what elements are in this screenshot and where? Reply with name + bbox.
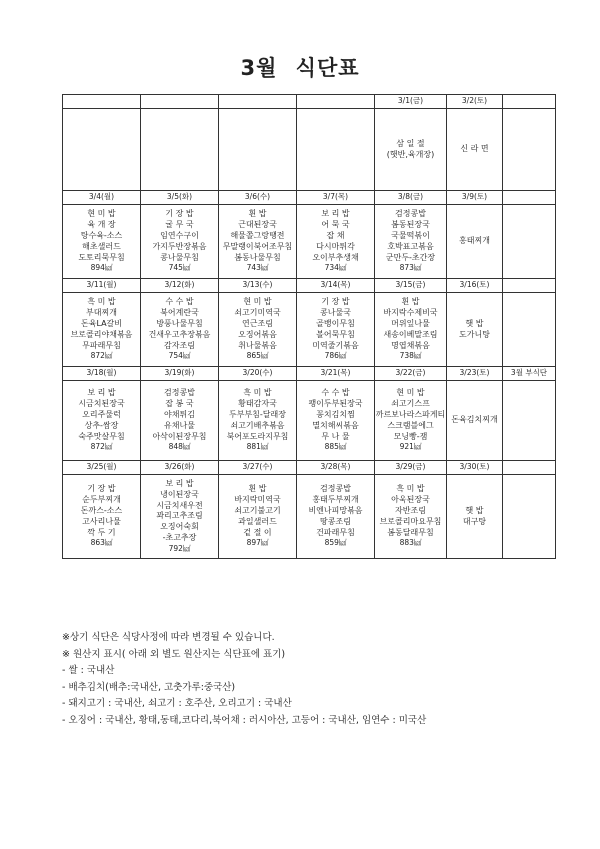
meal-cell [141, 381, 219, 461]
meal-cell [375, 293, 447, 367]
page-title: 3월 식단표 [240, 56, 360, 80]
menu-item: 북어계란국 [160, 308, 199, 318]
notes-section [62, 630, 582, 729]
menu-item: 겉 절 이 [243, 527, 272, 537]
menu-item: 건새우고추장볶음 [148, 329, 211, 339]
menu-item: 두부부침-달래장 [229, 410, 286, 420]
menu-item: 오이부추생채 [312, 252, 359, 262]
menu-item: 숙주맛살무침 [78, 431, 125, 441]
meal-row [63, 475, 556, 559]
menu-item: 잡 채 [326, 231, 345, 241]
meal-cell [141, 293, 219, 367]
menu-item: 기 장 밥 [321, 297, 350, 307]
calorie-text: 738㎉ [399, 351, 422, 361]
menu-item: 아욱된장국 [391, 495, 430, 505]
meal-cell [447, 475, 503, 559]
side-cell [503, 109, 556, 191]
meal-cell [447, 293, 503, 367]
menu-item: 무 나 물 [321, 431, 350, 441]
menu-item: 쇠고기배추볶음 [230, 420, 285, 430]
menu-item: 부대찌개 [86, 308, 117, 318]
menu-item: 봄동된장국 [391, 220, 430, 230]
calorie-text: 743㎉ [246, 263, 269, 273]
menu-item: 군만두-초간장 [385, 252, 436, 262]
calorie-text: 848㎉ [168, 442, 191, 452]
menu-item: 아삭이된장무침 [152, 431, 207, 441]
menu-item: 흑 미 밥 [243, 388, 272, 398]
meal-cell [219, 381, 297, 461]
menu-item: 햇 밥 [465, 318, 484, 328]
date-cell [63, 95, 141, 109]
menu-item: 머위잎나물 [391, 319, 430, 329]
date-cell: 3/1(금) [375, 95, 447, 109]
meal-cell [63, 475, 141, 559]
calorie-text: 734㎉ [324, 263, 347, 273]
meal-cell [375, 381, 447, 461]
calorie-text: 754㎉ [168, 351, 191, 361]
date-cell: 3/9(토) [447, 191, 503, 205]
menu-item: 현 미 밥 [396, 388, 425, 398]
menu-item: 감자조림 [164, 340, 195, 350]
date-row [63, 461, 556, 475]
menu-item: 해초샐러드 [82, 241, 121, 251]
menu-item: -초고추장 [162, 533, 197, 543]
meal-cell [447, 205, 503, 279]
meal-cell [375, 109, 447, 191]
menu-item: 검정콩밥 [320, 484, 351, 494]
date-cell: 3/15(금) [375, 279, 447, 293]
side-cell [503, 293, 556, 367]
date-cell: 3/22(금) [375, 367, 447, 381]
menu-item: 육 개 장 [87, 220, 116, 230]
date-cell: 3/27(수) [219, 461, 297, 475]
side-cell [503, 475, 556, 559]
calorie-text: 745㎉ [168, 263, 191, 273]
menu-item: 보 리 밥 [87, 388, 116, 398]
menu-item: 대구탕 [462, 516, 487, 526]
menu-item: 명엽채볶음 [391, 340, 430, 350]
meal-cell [219, 109, 297, 191]
meal-cell [375, 475, 447, 559]
date-row [63, 95, 556, 109]
date-cell: 3/7(목) [297, 191, 375, 205]
meal-cell [141, 475, 219, 559]
menu-item: 도토리묵무침 [78, 252, 125, 262]
menu-item: 무파래무침 [82, 340, 121, 350]
menu-item: 쇠고기미역국 [234, 308, 281, 318]
menu-item: 순두부찌개 [82, 495, 121, 505]
menu-item: 멸치해씨볶음 [312, 420, 359, 430]
date-row [63, 191, 556, 205]
menu-item: 수 수 밥 [321, 388, 350, 398]
menu-item: 취나물볶음 [238, 340, 277, 350]
menu-item: 가지두반장볶음 [152, 241, 207, 251]
date-cell: 3/23(토) [447, 367, 503, 381]
meal-cell [297, 205, 375, 279]
menu-item: 콩나물국 [320, 308, 351, 318]
calorie-text: 859㎉ [324, 538, 347, 548]
menu-item: 검정콩밥 [395, 209, 426, 219]
side-cell [503, 191, 556, 205]
menu-item: 유채나물 [164, 420, 195, 430]
date-cell: 3/21(목) [297, 367, 375, 381]
menu-item: 기 장 밥 [165, 209, 194, 219]
meal-cell [375, 205, 447, 279]
menu-item: 홍태찌개 [459, 236, 490, 246]
meal-cell [219, 475, 297, 559]
menu-item: 볼어묵무침 [316, 329, 355, 339]
meal-cell [141, 109, 219, 191]
menu-item: 흰 밥 [248, 484, 267, 494]
menu-item: 오징어볶음 [238, 329, 277, 339]
menu-item: 근대된장국 [238, 220, 277, 230]
menu-item: 비엔나피망볶음 [308, 506, 363, 516]
side-cell [503, 279, 556, 293]
date-cell: 3/4(월) [63, 191, 141, 205]
menu-item: 해물쫄그랑땡전 [230, 231, 285, 241]
menu-item: 호박표고볶음 [387, 241, 434, 251]
meal-cell [219, 205, 297, 279]
calorie-text: 786㎉ [324, 351, 347, 361]
date-cell [297, 95, 375, 109]
calorie-text: 872㎉ [90, 351, 113, 361]
menu-item: 오징어숙회 [160, 522, 199, 532]
menu-item: 흑 미 밥 [87, 297, 116, 307]
calorie-text: 872㎉ [90, 442, 113, 452]
menu-item: 쇠고기스프 [391, 399, 430, 409]
meal-row [63, 381, 556, 461]
calorie-text: 894㎉ [90, 263, 113, 273]
menu-item: 흰 밥 [248, 209, 267, 219]
menu-item: 홍태두부찌개 [312, 495, 359, 505]
date-cell: 3/30(토) [447, 461, 503, 475]
date-cell: 3/25(월) [63, 461, 141, 475]
calorie-text: 921㎉ [399, 442, 422, 452]
date-cell: 3/8(금) [375, 191, 447, 205]
date-cell: 3/11(월) [63, 279, 141, 293]
menu-item: 돈까스-소스 [80, 506, 123, 516]
menu-item: 탕수육-소스 [80, 231, 123, 241]
menu-item: 돈육LA갈비 [80, 319, 123, 329]
date-row [63, 367, 556, 381]
menu-item: 기 장 밥 [87, 484, 116, 494]
side-cell [503, 95, 556, 109]
menu-item: 과일샐러드 [238, 516, 277, 526]
calorie-text: 885㎉ [324, 442, 347, 452]
menu-item: 시금치새우전 [156, 500, 203, 510]
menu-item: 콩나물무침 [160, 252, 199, 262]
date-cell [141, 95, 219, 109]
menu-item: 현 미 밥 [243, 297, 272, 307]
menu-item: 골뱅이무침 [316, 319, 355, 329]
meal-cell [63, 293, 141, 367]
menu-item: 냉이된장국 [160, 489, 199, 499]
menu-item: 오리주물럭 [82, 410, 121, 420]
menu-item: 팽이두부된장국 [308, 399, 363, 409]
menu-item: 바지락미역국 [234, 495, 281, 505]
menu-item: 도가니탕 [459, 329, 490, 339]
meal-cell [447, 109, 503, 191]
menu-item: 흰 밥 [401, 297, 420, 307]
menu-item: 고사리나물 [82, 516, 121, 526]
menu-item: 국물떡볶이 [391, 231, 430, 241]
calorie-text: 897㎉ [246, 538, 269, 548]
menu-item: 시금치된장국 [78, 399, 125, 409]
menu-item: 봄동달래무침 [387, 527, 434, 537]
menu-item: 모닝빵-잼 [393, 431, 428, 441]
meal-row [63, 109, 556, 191]
date-cell: 3/28(목) [297, 461, 375, 475]
date-cell: 3/12(화) [141, 279, 219, 293]
menu-item: 건파래무침 [316, 527, 355, 537]
note-line: - 오징어 : 국내산, 황태,동태,코다리,북어채 : 러시아산, 고등어 : 국내산, 임연수 : 미국산 [62, 714, 427, 726]
menu-item: 브로콜리마요무침 [379, 516, 442, 526]
menu-item: 보 리 밥 [165, 479, 194, 489]
menu-item: 새송이베말조림 [383, 329, 438, 339]
menu-item: 쇠고기불고기 [234, 506, 281, 516]
menu-item: 임연수구이 [160, 231, 199, 241]
menu-item: 햇 밥 [465, 505, 484, 515]
meal-cell [297, 293, 375, 367]
meal-row [63, 293, 556, 367]
date-cell: 3/14(목) [297, 279, 375, 293]
menu-table [62, 94, 556, 559]
menu-item: 신 라 면 [460, 144, 489, 154]
date-cell: 3/2(토) [447, 95, 503, 109]
date-row [63, 279, 556, 293]
calorie-text: 883㎉ [399, 538, 422, 548]
note-line: - 돼지고기 : 국내산, 쇠고기 : 호주산, 오리고기 : 국내산 [62, 698, 292, 709]
menu-item: 무말랭이북어조무침 [222, 241, 293, 251]
date-cell: 3/29(금) [375, 461, 447, 475]
meal-cell [63, 381, 141, 461]
date-cell: 3/13(수) [219, 279, 297, 293]
meal-cell [63, 205, 141, 279]
meal-row [63, 205, 556, 279]
note-line: ※ 원산지 표시( 아래 외 별도 원산지는 식단표에 표기) [62, 648, 286, 660]
menu-item: 수 수 밥 [165, 297, 194, 307]
side-cell [503, 461, 556, 475]
menu-item: 현 미 밥 [87, 209, 116, 219]
menu-item: 봄동나물무침 [234, 252, 281, 262]
note-line: ※상기 식단은 식당사정에 따라 변경될 수 있습니다. [62, 632, 275, 643]
calorie-text: 865㎉ [246, 351, 269, 361]
note-line: - 쌀 : 국내산 [62, 665, 115, 676]
menu-item: 브로콜리야채볶음 [70, 329, 133, 339]
menu-item: 스크램블에그 [387, 420, 434, 430]
menu-item: 황태감자국 [238, 399, 277, 409]
calorie-text: 863㎉ [90, 538, 113, 548]
meal-cell [141, 205, 219, 279]
menu-item: 다시마튀각 [316, 241, 355, 251]
meal-cell [297, 475, 375, 559]
meal-cell [63, 109, 141, 191]
menu-item: 연근조림 [242, 319, 273, 329]
menu-item: 잡 봉 국 [165, 399, 194, 409]
menu-item: 방풍나물무침 [156, 319, 203, 329]
meal-cell [297, 109, 375, 191]
date-cell: 3/6(수) [219, 191, 297, 205]
menu-item: 북어포도라지무침 [226, 431, 289, 441]
menu-item: 굴 무 국 [165, 220, 194, 230]
date-cell: 3/18(월) [63, 367, 141, 381]
meal-cell [219, 293, 297, 367]
menu-item: 보 리 밥 [321, 209, 350, 219]
side-note: 3월 부식단 [503, 367, 556, 381]
date-cell: 3/16(토) [447, 279, 503, 293]
meal-cell [297, 381, 375, 461]
date-cell [219, 95, 297, 109]
menu-item: 바지락수제비국 [383, 308, 438, 318]
side-cell [503, 205, 556, 279]
note-line: - 배추김치(배추:국내산, 고춧가루:중국산) [62, 681, 236, 693]
menu-item: 돈육김치찌개 [451, 415, 498, 425]
date-cell: 3/19(화) [141, 367, 219, 381]
menu-item: 흑 미 밥 [396, 484, 425, 494]
date-cell: 3/26(화) [141, 461, 219, 475]
side-cell [503, 381, 556, 461]
menu-item: 검정콩밥 [164, 388, 195, 398]
menu-item: 야채튀김 [164, 410, 195, 420]
menu-item: (햇반,육개장) [386, 149, 435, 159]
menu-item: 자반조림 [395, 506, 426, 516]
calorie-text: 873㎉ [399, 263, 422, 273]
menu-item: 땅콩조림 [320, 516, 351, 526]
calorie-text: 881㎉ [246, 442, 269, 452]
menu-item: 어 묵 국 [321, 220, 350, 230]
meal-cell [447, 381, 503, 461]
menu-item: 꽁치김치찜 [316, 410, 355, 420]
menu-item: 상추-쌈장 [84, 420, 119, 430]
menu-item: 삼 일 절 [396, 138, 425, 148]
date-cell: 3/5(화) [141, 191, 219, 205]
menu-item: 꽈리고추조림 [156, 511, 203, 521]
menu-item: 깍 두 기 [87, 527, 116, 537]
date-cell: 3/20(수) [219, 367, 297, 381]
menu-item: 까르보나라스파게티 [375, 410, 446, 420]
calorie-text: 792㎉ [168, 543, 191, 553]
menu-item: 미역줄기볶음 [312, 340, 359, 350]
